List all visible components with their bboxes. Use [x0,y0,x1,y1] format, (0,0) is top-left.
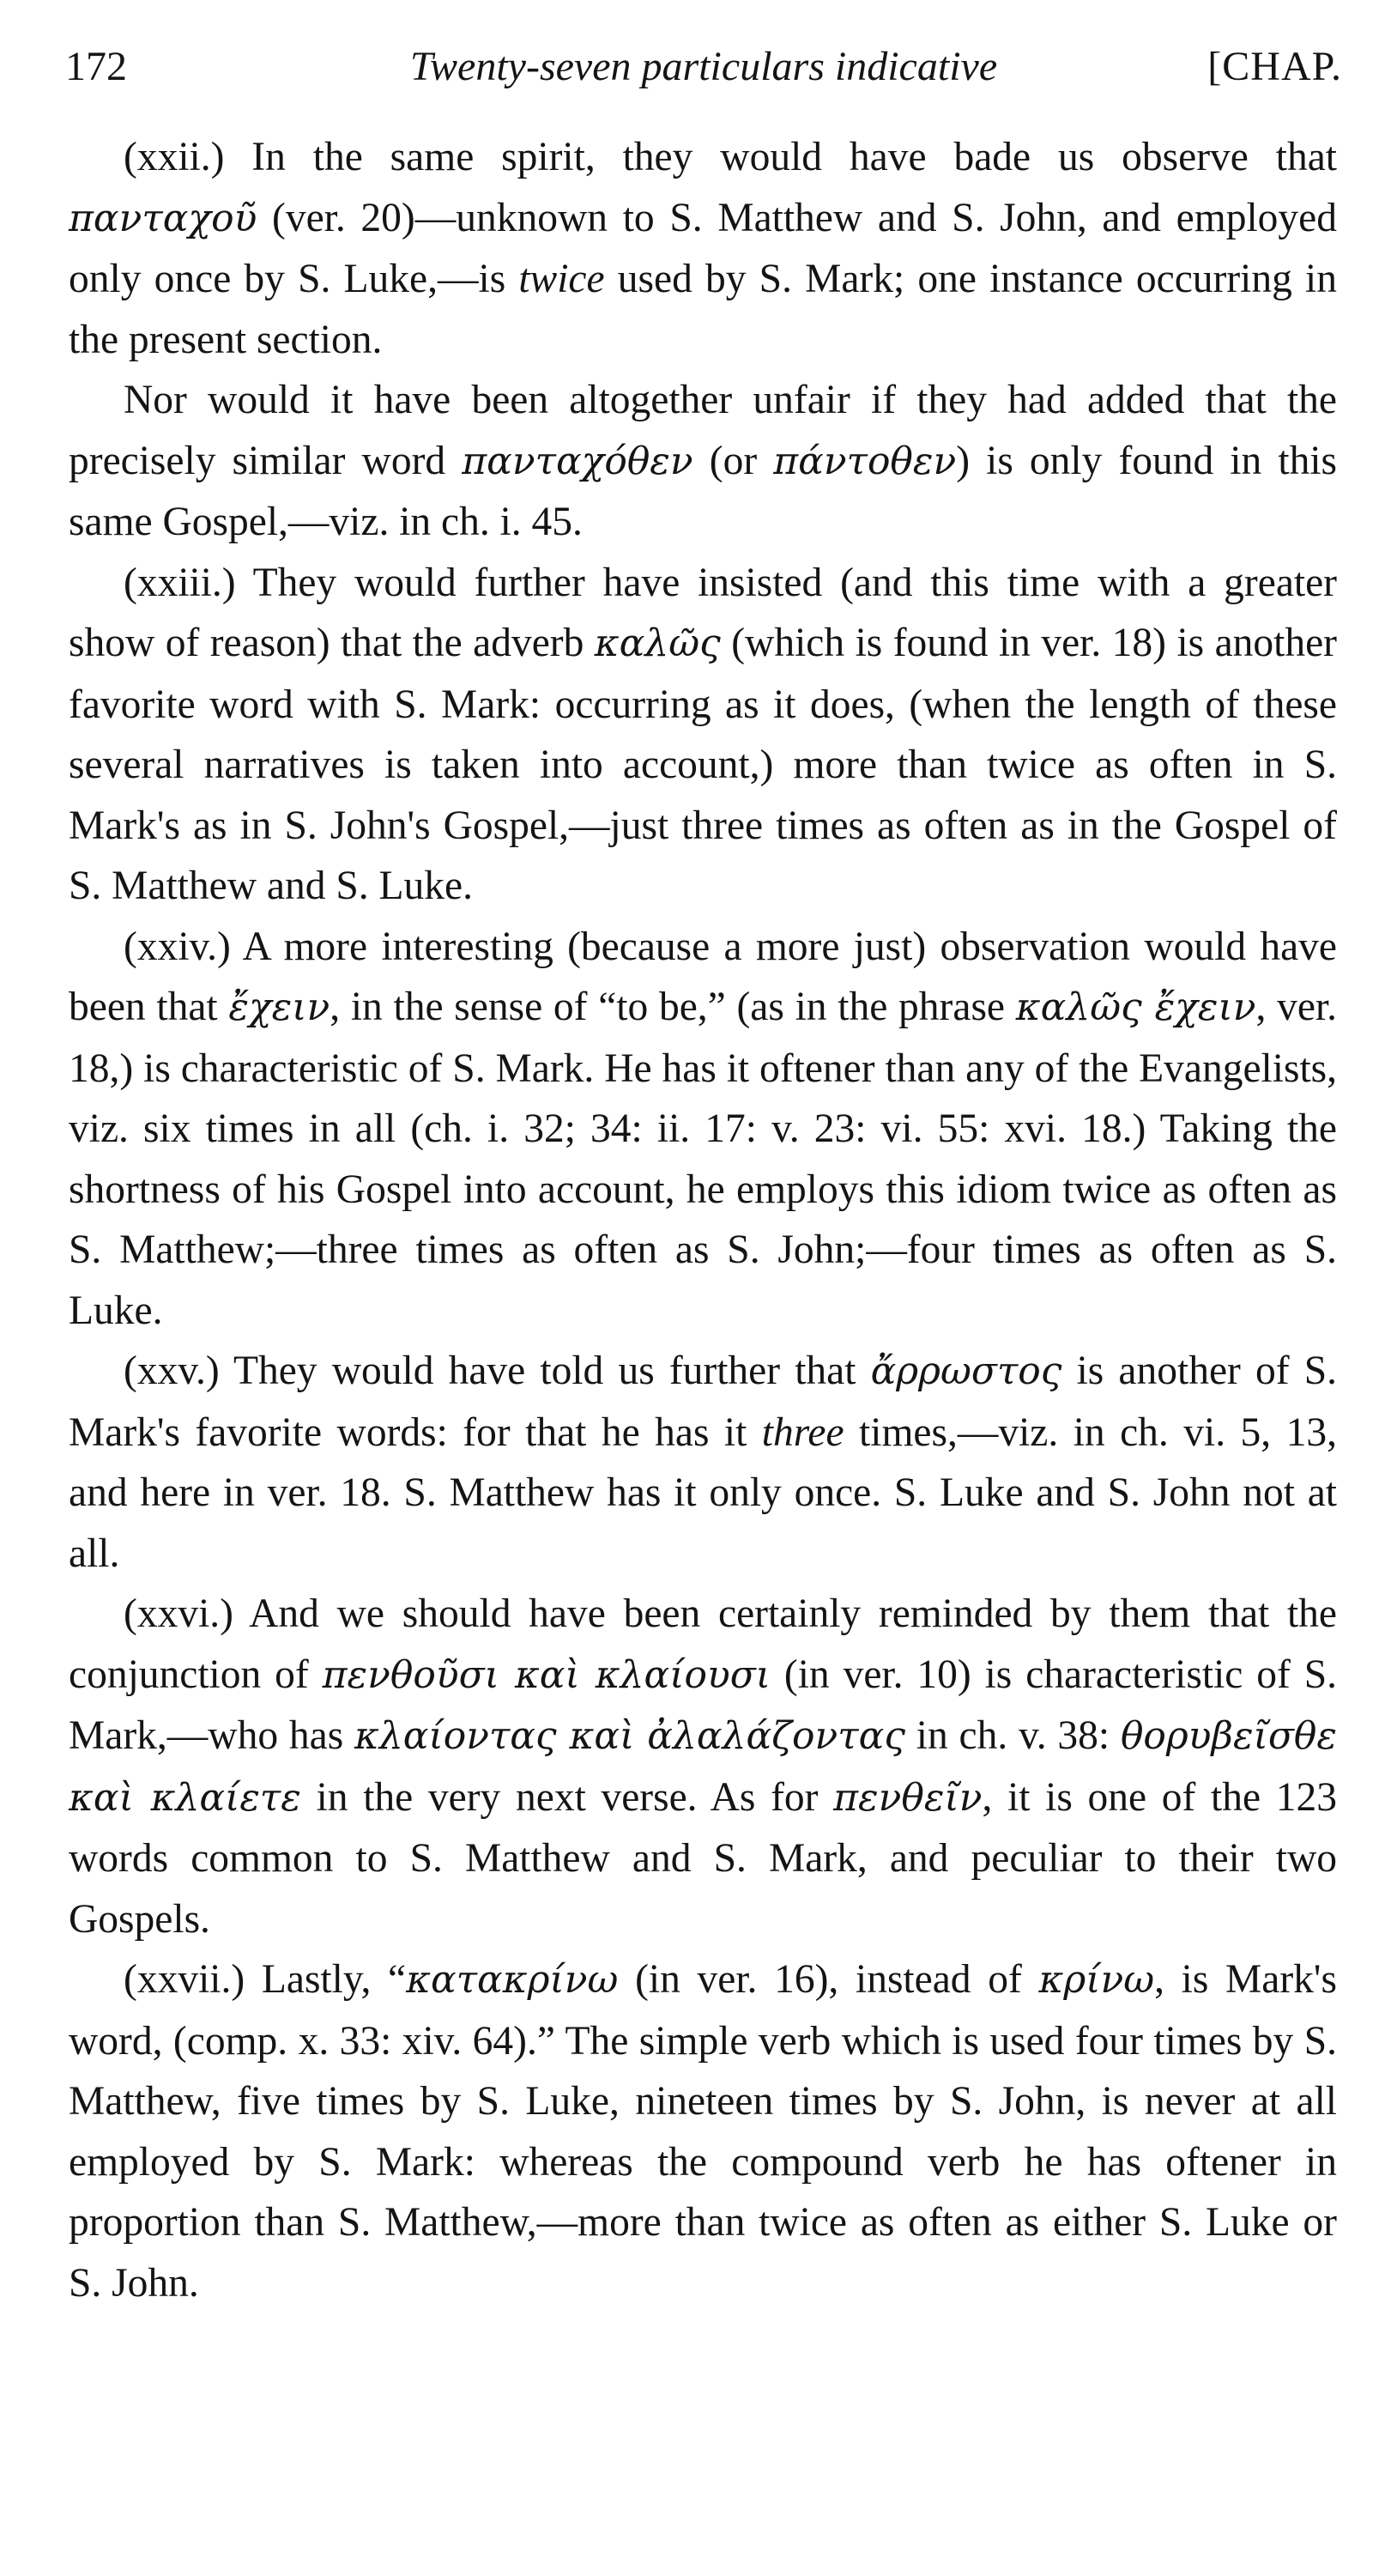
paragraph-text: , ver. 18,) is characteristic of S. Mark. He has it oftener than any of the Evangelists, viz. six times in all (ch. i. 32; 34: ii. 17: v. 23: vi. 55: xvi. 18.) Taking the shortness of his Gospel into account, he employs this idiom twice as often as S. Matthew;—three times as often as S. John;—four times as often as S. Luke. [69,985,1337,1333]
paragraph-text: in the very next verse. As for [300,1774,834,1820]
paragraph-text: used by S. Mark; one instance occurring in the present section. [69,257,1337,362]
paragraph-text: , it is one of the 123 words common to S. Matthew and S. Mark, and peculiar to their two Gospels. [69,1774,1337,1942]
paragraph-nor [69,370,1337,553]
paragraph-text: (xxiii.) They would further have insisted (and this time with a greater show of reason) that the adverb [69,560,1337,665]
paragraph-xxii [69,127,1337,370]
greek-phrase: θορυβεῖσθε καὶ κλαίετε [69,1714,1337,1820]
greek-word: πενθεῖν [833,1775,983,1820]
paragraph-text: (xxii.) In the same spirit, they would have bade us observe that [124,135,1337,179]
chapter-reference: [CHAP. [1207,44,1342,89]
greek-word: πανταχοῦ [69,196,257,240]
paragraph-text: Nor would it have been altogether unfair if they had added that the precisely similar word [69,378,1337,483]
paragraph-xxv [69,1341,1337,1584]
greek-word: καλῶς ἔχειν [1015,985,1256,1029]
paragraph-text: (ver. 20)—unknown to S. Matthew and S. John, and employed only once by S. Luke,—is [69,195,1337,301]
italic-word: twice [518,257,605,301]
greek-word: καλῶς [594,621,721,665]
greek-word: πανταχόθεν [462,439,693,483]
greek-phrase: πενθοῦσι καὶ κλαίουσι [322,1652,771,1697]
greek-word: ἄρρωστος [870,1349,1062,1393]
paragraph-text: in ch. v. 38: [905,1713,1121,1758]
paragraph-text: (or [692,438,774,483]
page-body [69,127,1337,2313]
paragraph-text: ) is only found in this same Gospel,—viz. in ch. i. 45. [69,438,1338,544]
paragraph-xxiii [69,553,1337,917]
paragraph-text: , is Mark's word, (comp. x. 33: xiv. 64).” The simple verb which is used four times by S. Matthew, five times by S. Luke, nineteen times by S. John, is never at all employed by S. Mark: whereas the compound verb he has oftener in proportion than S. Matthew,—more than twice as often as either S. Luke or S. John. [69,1957,1337,2306]
paragraph-xxvii [69,1949,1337,2313]
page-header [65,43,1342,103]
paragraph-text: times,—viz. in ch. vi. 5, 13, and here in ver. 18. S. Matthew has it only once. S. Luke and S. John not at all. [69,1409,1337,1576]
greek-phrase: κλαίοντας καὶ ἀλαλάζοντας [354,1714,905,1758]
italic-word: three [761,1409,844,1455]
greek-word: κατακρίνω [406,1958,619,2002]
page-number: 172 [65,44,127,89]
paragraph-text: , in the sense of “to be,” (as in the phrase [330,985,1016,1029]
paragraph-xxvi [69,1584,1337,1949]
paragraph-text: (in ver. 10) is characteristic of S. Mark,—who has [69,1652,1338,1758]
paragraph-xxiv [69,917,1337,1342]
greek-word: ἔχειν [228,985,330,1029]
paragraph-text: (xxiv.) A more interesting (because a more just) observation would have been that [69,924,1337,1029]
paragraph-text: (in ver. 16), instead of [618,1957,1039,2002]
running-title: Twenty-seven particulars indicative [409,44,998,89]
greek-word: κρίνω [1038,1958,1155,2002]
paragraph-text: (xxv.) They would have told us further that [124,1349,871,1393]
paragraph-text: is another of S. Mark's favorite words: for that he has it [69,1349,1337,1455]
paragraph-text: (xxvi.) And we should have been certainly reminded by them that the conjunction of [69,1591,1337,1697]
greek-word: πάντοθεν [773,439,957,483]
paragraph-text: (xxvii.) Lastly, “ [124,1957,407,2002]
paragraph-text: (which is found in ver. 18) is another favorite word with S. Mark: occurring as it does, (when the length of these several narratives is taken into account,) more than twice as often in S. Mark's as in S. John's Gospel,—just three times as often as in the Gospel of S. Matthew and S. Luke. [69,621,1337,908]
